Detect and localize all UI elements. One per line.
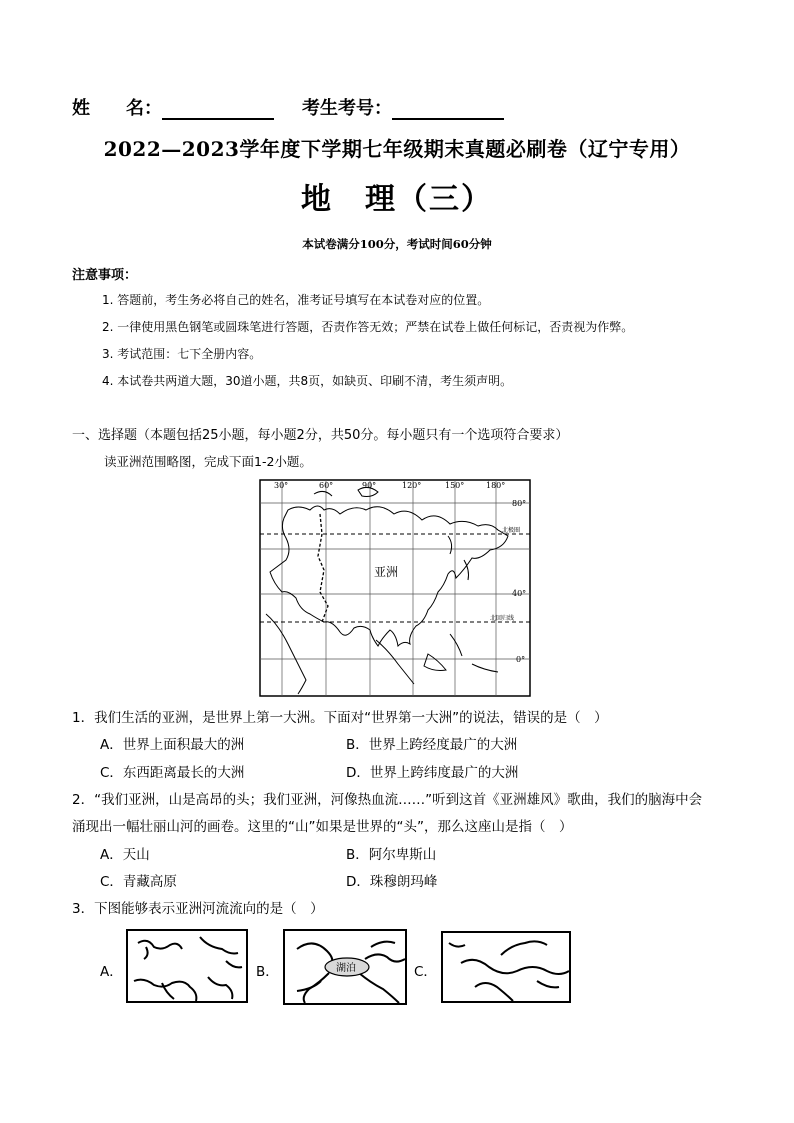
student-info-line [72, 94, 532, 120]
exam-info: 本试卷满分100分，考试时间60分钟 [302, 237, 492, 251]
river-diagram-a[interactable] [126, 929, 248, 1003]
lat-label-40: 40° [512, 589, 527, 598]
lon-label-60: 60° [319, 481, 334, 490]
question-1-option-d[interactable]: D．世界上跨纬度最广的大洲 [346, 765, 519, 781]
question-1-stem: 1．我们生活的亚洲，是世界上第一大洲。下面对“世界第一大洲”的说法，错误的是（ ） [72, 710, 608, 726]
lat-label-80: 80° [512, 499, 527, 508]
exam-title: 2022—2023学年度下学期七年级期末真题必刷卷（辽宁专用） [103, 137, 691, 161]
asia-region-label: 亚洲 [374, 565, 399, 579]
lon-label-120: 120° [402, 481, 422, 490]
notice-item: 4. 本试卷共两道大题，30道小题，共8页，如缺页、印刷不清，考生须声明。 [102, 374, 513, 388]
river-diagram-b[interactable] [283, 929, 407, 1005]
notice-item: 1. 答题前，考生务必将自己的姓名，准考证号填写在本试卷对应的位置。 [102, 293, 490, 307]
question-1-option-a[interactable]: A．世界上面积最大的洲 [100, 737, 245, 753]
notice-item: 3. 考试范围：七下全册内容。 [102, 347, 262, 361]
exam-no-label: 考生考号： [302, 98, 392, 119]
river-diagram-c[interactable] [441, 931, 571, 1003]
question-3-option-b-label[interactable]: B． [256, 964, 279, 980]
lon-label-30: 30° [274, 481, 289, 490]
lon-label-180: 180° [486, 481, 506, 490]
question-2-option-d[interactable]: D．珠穆朗玛峰 [346, 874, 438, 890]
question-2-option-a[interactable]: A．天山 [100, 847, 150, 863]
question-3-option-c-label[interactable]: C． [414, 964, 437, 980]
lon-label-150: 150° [445, 481, 465, 490]
question-1-option-b[interactable]: B．世界上跨经度最广的大洲 [346, 737, 518, 753]
map-frame [260, 480, 530, 696]
notice-item: 2. 一律使用黑色钢笔或圆珠笔进行答题，否责作答无效；严禁在试卷上做任何标记，否责视为作弊。 [102, 320, 634, 334]
arctic-circle-label: 北极圈 [502, 527, 521, 534]
lon-label-90: 90° [362, 481, 377, 490]
section-intro: 读亚洲范围略图，完成下面1-2小题。 [104, 454, 312, 469]
subject-title: 地 理（三） [301, 182, 493, 217]
lake-label: 湖泊 [336, 963, 356, 974]
question-1-option-c[interactable]: C．东西距离最长的大洲 [100, 765, 245, 781]
question-2-stem-line1: 2．“我们亚洲，山是高昂的头；我们亚洲，河像热血流……”听到这首《亚洲雄风》歌曲，我们的脑海中会 [72, 792, 703, 808]
exam-no-blank[interactable] [392, 100, 504, 120]
asia-map [258, 474, 534, 698]
question-3-option-a-label[interactable]: A． [100, 964, 123, 980]
name-label: 姓 名： [72, 98, 162, 119]
name-blank[interactable] [162, 100, 274, 120]
section-title: 一、选择题（本题包括25小题，每小题2分，共50分。每小题只有一个选项符合要求） [72, 428, 569, 443]
tropic-label: 北回归线 [490, 615, 515, 622]
question-2-option-b[interactable]: B．阿尔卑斯山 [346, 847, 437, 863]
question-2-stem-line2: 涌现出一幅壮丽山河的画卷。这里的“山”如果是世界的“头”，那么这座山是指（ ） [72, 819, 573, 835]
lat-label-0: 0° [516, 655, 526, 664]
notice-heading: 注意事项： [72, 268, 138, 283]
question-3-stem: 3．下图能够表示亚洲河流流向的是（ ） [72, 901, 324, 917]
question-2-option-c[interactable]: C．青藏高原 [100, 874, 177, 890]
